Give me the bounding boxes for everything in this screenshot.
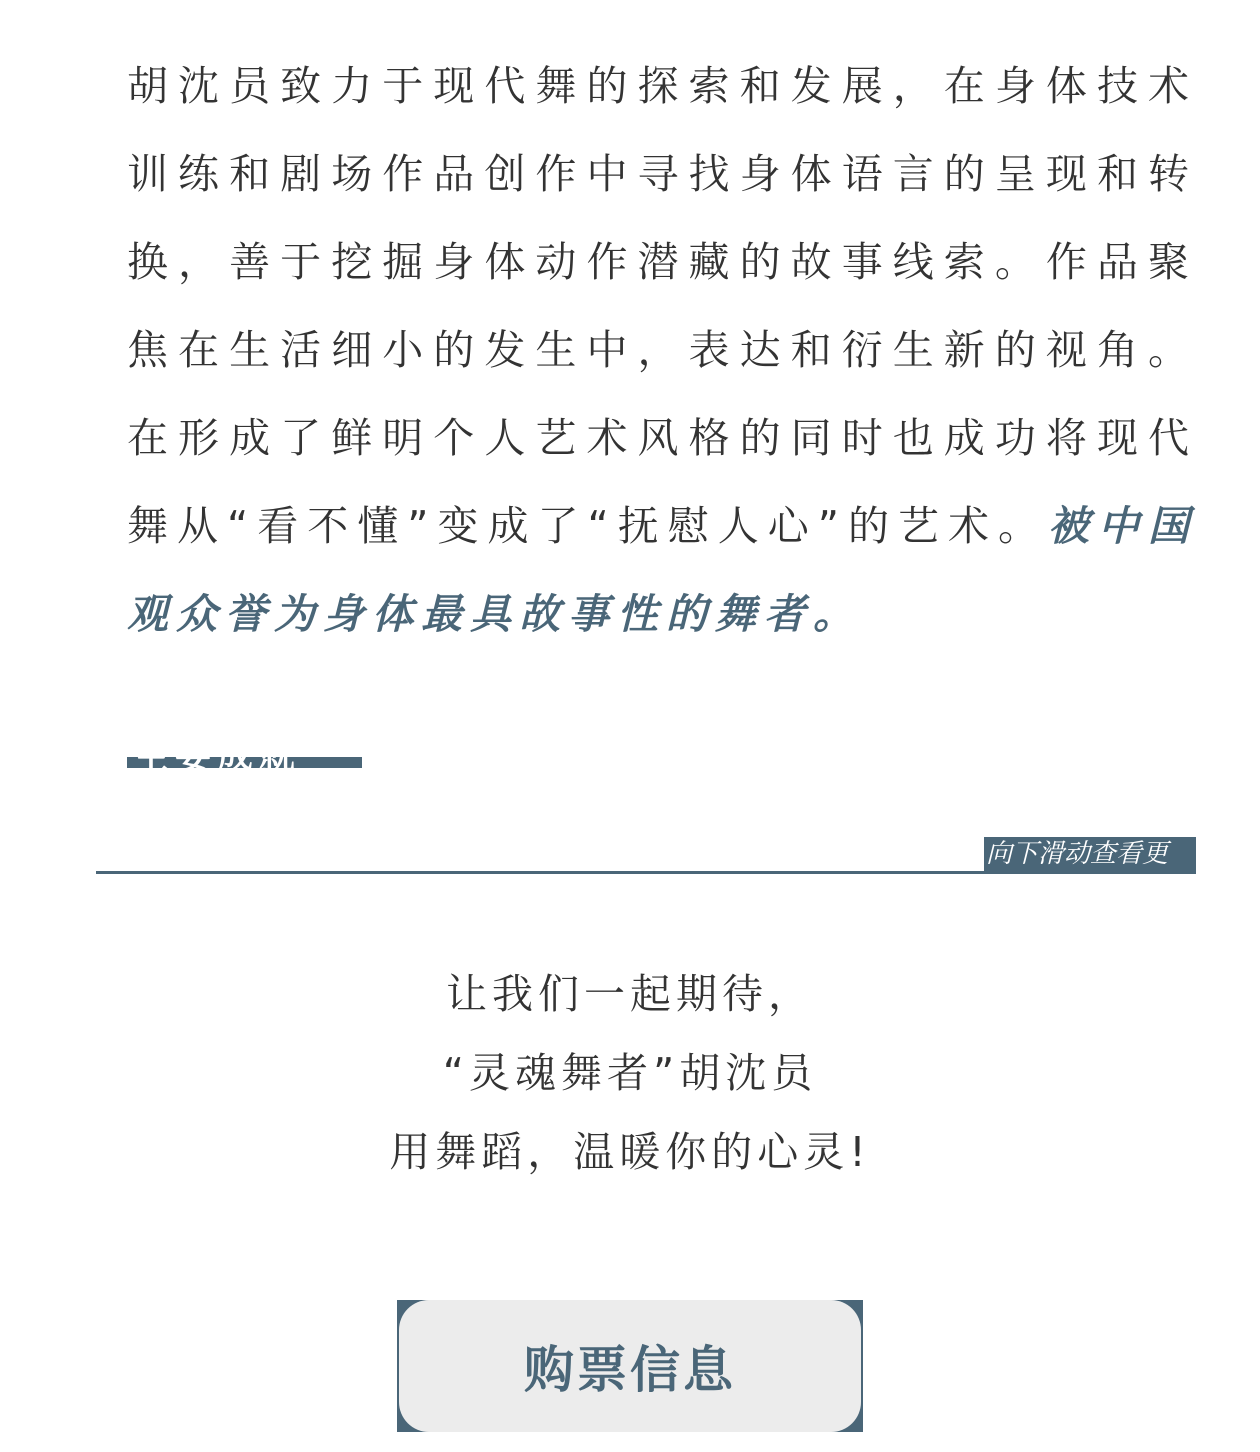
intro-text: 胡沈员致力于现代舞的探索和发展，在身体技术训练和剧场作品创作中寻找身体语言的呈现和转换，善于挖掘身体动作潜藏的故事线索。作品聚焦在生活细小的发生中，表达和衍生新的视角。在形成了鲜明个人艺术风格的同时也成功将现代舞从“看不懂”变成了“抚慰人心”的艺术。	[127, 62, 1197, 550]
closing-line-3: 用舞蹈，温暖你的心灵!	[389, 1128, 871, 1176]
intro-highlight: 被中国观众誉为身体最具故事性的舞者。	[127, 502, 1198, 638]
section-heading-peek	[127, 736, 362, 777]
section-heading-label: 主要成就	[133, 736, 302, 777]
scroll-hint: 向下滑动查看更	[984, 837, 1196, 871]
closing-message	[0, 955, 1260, 1192]
intro-paragraph	[127, 42, 1197, 658]
closing-line-1: 让我们一起期待，	[446, 970, 814, 1018]
scroll-container[interactable]	[96, 820, 1196, 874]
closing-line-2: “灵魂舞者”胡沈员	[442, 1049, 818, 1097]
ticket-info-button[interactable]: 购票信息	[399, 1300, 861, 1432]
ticket-button-frame	[397, 1300, 863, 1432]
